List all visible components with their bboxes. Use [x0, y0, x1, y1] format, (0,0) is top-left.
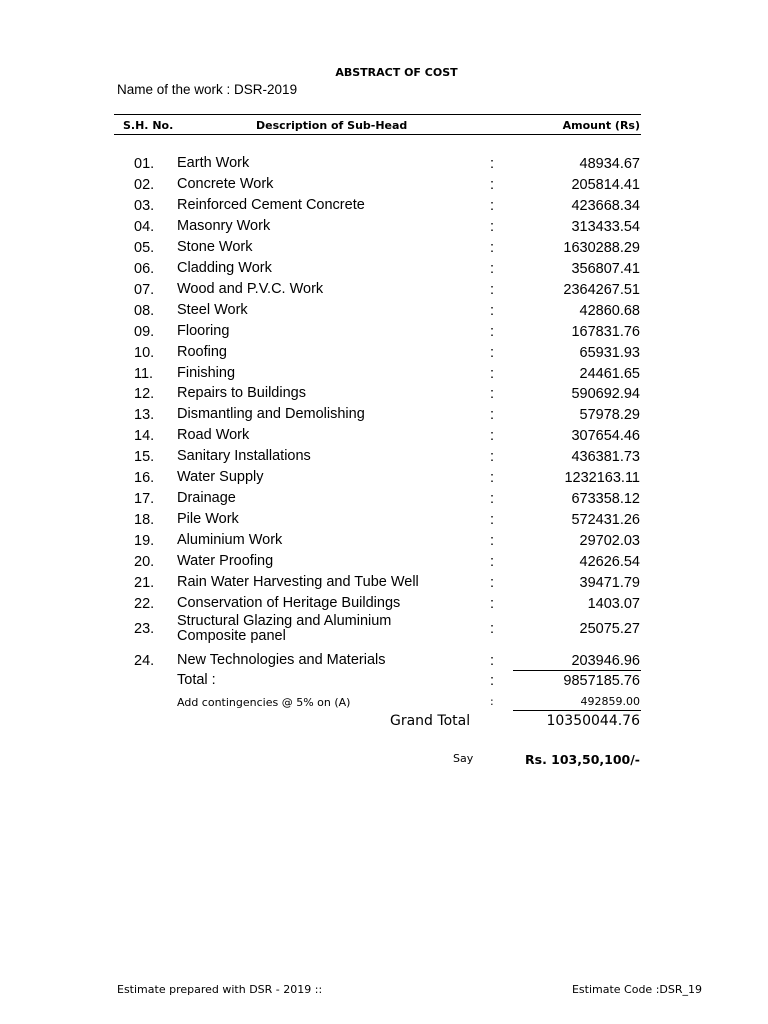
row-colon: :: [490, 344, 495, 361]
row-number: 13.: [134, 407, 155, 424]
row-description: [177, 614, 391, 644]
row-colon: :: [490, 365, 495, 382]
say-amount: Rs. 103,50,100/-: [525, 752, 640, 767]
grand-total-label: Grand Total: [390, 713, 471, 729]
row-description: Conservation of Heritage Buildings: [177, 594, 401, 611]
table-row: [0, 282, 768, 303]
row-colon: :: [490, 407, 495, 424]
total-label: Total :: [177, 672, 216, 688]
row-amount: 65931.93: [579, 344, 640, 361]
row-description: Earth Work: [177, 155, 250, 171]
row-colon: :: [490, 428, 495, 445]
table-row: [0, 366, 768, 387]
row-number: 02.: [134, 176, 155, 193]
row-amount: 572431.26: [571, 512, 640, 529]
work-name: Name of the work : DSR-2019: [117, 82, 298, 97]
row-amount: 673358.12: [571, 491, 640, 508]
row-number: 16.: [134, 470, 155, 487]
header-top-rule: [114, 114, 641, 115]
grand-total-amount: 10350044.76: [546, 713, 640, 729]
row-amount: 436381.73: [571, 449, 640, 466]
row-description: Roofing: [177, 343, 227, 360]
table-row: [0, 554, 768, 575]
row-amount: 423668.34: [571, 197, 640, 214]
row-description: Concrete Work: [177, 175, 274, 192]
footer-left: Estimate prepared with DSR - 2019 ::: [117, 983, 323, 996]
row-colon: :: [490, 554, 495, 571]
table-row: [0, 512, 768, 533]
table-row: [0, 449, 768, 470]
row-amount: 2364267.51: [563, 281, 640, 298]
row-amount: 307654.46: [571, 428, 640, 445]
row-description: Road Work: [177, 427, 250, 444]
table-row: [0, 324, 768, 345]
row-number: 23.: [134, 620, 155, 637]
row-number: 03.: [134, 197, 155, 214]
row-description: Finishing: [177, 364, 236, 381]
row-colon: :: [490, 512, 495, 529]
row-colon: :: [490, 197, 495, 214]
row-colon: :: [490, 491, 495, 508]
row-colon: :: [490, 575, 495, 591]
row-colon: :: [490, 218, 495, 235]
table-row: [0, 177, 768, 198]
row-amount: 42860.68: [579, 302, 640, 319]
row-description: Water Supply: [177, 469, 264, 486]
table-row: [0, 386, 768, 407]
row-number: 24.: [134, 653, 155, 669]
document-title: ABSTRACT OF COST: [335, 66, 458, 79]
row-colon: :: [490, 260, 495, 277]
row-colon: :: [490, 323, 495, 340]
row-amount: 48934.67: [579, 156, 640, 172]
row-colon: :: [490, 620, 495, 637]
row-description: New Technologies and Materials: [177, 652, 386, 668]
row-amount: 25075.27: [579, 620, 640, 637]
contingency-amount: 492859.00: [580, 695, 640, 708]
row-number: 22.: [134, 595, 155, 612]
table-row: [0, 198, 768, 219]
row-description: Dismantling and Demolishing: [177, 406, 365, 423]
table-row: [0, 470, 768, 491]
row-amount: 24461.65: [579, 365, 640, 382]
row-description: Aluminium Work: [177, 532, 283, 549]
row-number: 19.: [134, 533, 155, 550]
contingency-colon: :: [490, 695, 494, 708]
header-description: Description of Sub-Head: [256, 119, 408, 132]
table-row: [0, 303, 768, 324]
table-row: [0, 533, 768, 554]
table-row: [0, 653, 768, 674]
row-amount: 356807.41: [571, 260, 640, 277]
table-row: [0, 407, 768, 428]
total-amount: 9857185.76: [563, 673, 640, 689]
total-colon: :: [490, 673, 495, 689]
row-amount: 203946.96: [571, 653, 640, 669]
row-amount: 57978.29: [579, 407, 640, 424]
row-description: Repairs to Buildings: [177, 385, 306, 402]
total-row: [0, 673, 768, 694]
row-amount: 1232163.11: [564, 470, 640, 487]
table-row: [0, 428, 768, 449]
row-colon: :: [490, 386, 495, 403]
table-row: [0, 240, 768, 261]
grand-total-rule: [513, 710, 641, 711]
row-colon: :: [490, 449, 495, 466]
row-number: 14.: [134, 428, 155, 445]
row-number: 10.: [134, 344, 155, 361]
row-number: 12.: [134, 386, 155, 403]
row-amount: 39471.79: [579, 575, 640, 591]
total-rule: [513, 670, 641, 671]
table-row: [0, 261, 768, 282]
row-amount: 42626.54: [579, 554, 640, 571]
table-row: [0, 612, 768, 644]
row-description: Wood and P.V.C. Work: [177, 280, 324, 297]
row-description: Rain Water Harvesting and Tube Well: [177, 574, 419, 590]
row-number: 01.: [134, 156, 155, 172]
row-number: 05.: [134, 239, 155, 256]
contingency-label: Add contingencies @ 5% on (A): [177, 696, 351, 709]
row-colon: :: [490, 281, 495, 298]
row-amount: 1403.07: [587, 595, 640, 612]
table-row: [0, 219, 768, 240]
row-number: 09.: [134, 323, 155, 340]
row-number: 20.: [134, 554, 155, 571]
row-description: Water Proofing: [177, 553, 274, 570]
row-number: 17.: [134, 491, 155, 508]
row-amount: 167831.76: [571, 323, 640, 340]
table-row: [0, 491, 768, 512]
row-description: Masonry Work: [177, 217, 271, 234]
row-description: Stone Work: [177, 238, 253, 255]
row-colon: :: [490, 302, 495, 319]
row-colon: :: [490, 595, 495, 612]
row-description: Sanitary Installations: [177, 448, 311, 465]
row-amount: 29702.03: [579, 533, 640, 550]
table-row: [0, 575, 768, 596]
header-bottom-rule: [114, 134, 641, 135]
header-amount: Amount (Rs): [562, 119, 640, 132]
row-colon: :: [490, 533, 495, 550]
say-label: Say: [453, 752, 474, 765]
row-amount: 313433.54: [571, 218, 640, 235]
row-colon: :: [490, 653, 495, 669]
row-description: Steel Work: [177, 301, 248, 318]
row-description-line-1: Structural Glazing and Aluminium: [177, 612, 392, 629]
row-description: Flooring: [177, 322, 230, 339]
row-description: Drainage: [177, 490, 236, 507]
row-amount: 590692.94: [571, 386, 640, 403]
row-number: 15.: [134, 449, 155, 466]
row-amount: 1630288.29: [563, 239, 640, 256]
row-number: 07.: [134, 281, 155, 298]
row-colon: :: [490, 156, 495, 172]
row-colon: :: [490, 176, 495, 193]
row-amount: 205814.41: [571, 176, 640, 193]
row-number: 11.: [134, 365, 154, 382]
row-number: 18.: [134, 512, 155, 529]
row-number: 06.: [134, 260, 155, 277]
row-description: Reinforced Cement Concrete: [177, 196, 365, 213]
row-colon: :: [490, 470, 495, 487]
header-sh-no: S.H. No.: [123, 119, 174, 132]
row-description-line-2: Composite panel: [177, 627, 286, 644]
row-description: Cladding Work: [177, 259, 272, 276]
row-number: 21.: [134, 575, 155, 591]
table-row: [0, 156, 768, 177]
contingency-row: [0, 695, 768, 716]
row-number: 04.: [134, 218, 155, 235]
footer-right: Estimate Code :DSR_19: [571, 983, 702, 996]
row-number: 08.: [134, 302, 155, 319]
row-description: Pile Work: [177, 511, 239, 528]
table-row: [0, 345, 768, 366]
row-colon: :: [490, 239, 495, 256]
